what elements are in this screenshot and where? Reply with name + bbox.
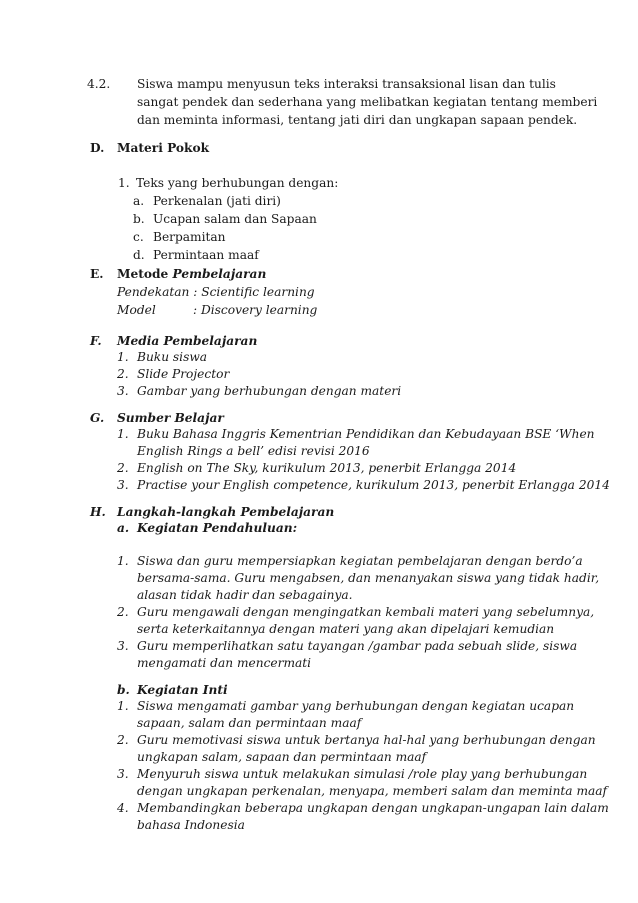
goal-line: Siswa mampu menyusun teks interaksi transaksional lisan dan tulis xyxy=(137,77,556,91)
section-g-heading: Sumber Belajar xyxy=(117,411,224,425)
list-item-text: Membandingkan beberapa ungkapan dengan ungkapan-ungapan lain dalam xyxy=(137,801,609,815)
sub-item-key: c. xyxy=(133,230,144,244)
sub-item-key: d. xyxy=(133,248,145,262)
list-item-text: Teks yang berhubungan dengan: xyxy=(136,176,339,190)
list-item-number: 3. xyxy=(117,478,129,492)
section-f-heading: Media Pembelajaran xyxy=(117,334,258,348)
sub-item-text: Perkenalan (jati diri) xyxy=(153,194,281,208)
list-item-text: sapaan, salam dan permintaan maaf xyxy=(137,716,362,730)
section-f-letter: F. xyxy=(90,334,102,348)
list-item-text: Slide Projector xyxy=(137,367,230,381)
list-item-number: 2. xyxy=(117,367,129,381)
list-item-number: 1. xyxy=(117,350,129,364)
list-item-text: Menyuruh siswa untuk melakukan simulasi /role play yang berhubungan xyxy=(137,767,588,781)
list-item-text: serta keterkaitannya dengan materi yang akan dipelajari kemudian xyxy=(137,622,555,636)
list-item-text: English on The Sky, kurikulum 2013, penerbit Erlangga 2014 xyxy=(137,461,517,475)
list-item-number: 3. xyxy=(117,767,129,781)
list-item-text: English Rings a bell’ edisi revisi 2016 xyxy=(137,444,370,458)
section-e-letter: E. xyxy=(90,267,104,281)
list-item-text: Guru mengawali dengan mengingatkan kembali materi yang sebelumnya, xyxy=(137,605,595,619)
list-item-text: alasan tidak hadir dan sebagainya. xyxy=(137,588,353,602)
sub-item-text: Ucapan salam dan Sapaan xyxy=(153,212,317,226)
sub-item-key: b. xyxy=(133,212,145,226)
list-item-text: Buku siswa xyxy=(137,350,208,364)
list-item-number: 1. xyxy=(117,427,129,441)
list-item-number: 1. xyxy=(117,699,129,713)
list-item-number: 2. xyxy=(117,733,129,747)
sub-item-text: Berpamitan xyxy=(153,230,226,244)
list-item-number: 2. xyxy=(117,605,129,619)
model-value: : Discovery learning xyxy=(193,303,318,317)
section-d-heading: Materi Pokok xyxy=(117,141,210,155)
subsection-b-heading: Kegiatan Inti xyxy=(137,683,228,697)
section-h-heading: Langkah-langkah Pembelajaran xyxy=(117,505,335,519)
goal-line: dan meminta informasi, tentang jati diri dan ungkapan sapaan pendek. xyxy=(137,113,578,127)
list-item-text: dengan ungkapan perkenalan, menyapa, memberi salam dan meminta maaf xyxy=(137,784,608,798)
sub-item-key: a. xyxy=(133,194,145,208)
list-item-number: 1. xyxy=(118,176,130,190)
subsection-b-key: b. xyxy=(117,683,130,697)
list-item-text: ungkapan salam, sapaan dan permintaan maaf xyxy=(137,750,427,764)
list-item-text: Gambar yang berhubungan dengan materi xyxy=(137,384,402,398)
list-item-number: 4. xyxy=(117,801,129,815)
list-item-number: 3. xyxy=(117,384,129,398)
list-item-text: bersama-sama. Guru mengabsen, dan menanyakan siswa yang tidak hadir, xyxy=(137,571,600,585)
list-item-text: mengamati dan mencermati xyxy=(137,656,312,670)
goal-number: 4.2. xyxy=(87,77,111,91)
list-item-text: Siswa dan guru mempersiapkan kegiatan pembelajaran dengan berdo’a xyxy=(137,554,583,568)
subsection-a-key: a. xyxy=(117,521,130,535)
list-item-text: bahasa Indonesia xyxy=(137,818,245,832)
section-g-letter: G. xyxy=(90,411,105,425)
goal-line: sangat pendek dan sederhana yang melibatkan kegiatan tentang memberi xyxy=(137,95,598,109)
list-item-text: Siswa mengamati gambar yang berhubungan dengan kegiatan ucapan xyxy=(137,699,575,713)
section-e-heading-italic: Pembelajaran xyxy=(172,267,267,281)
model-label: Model xyxy=(117,303,156,317)
list-item-text: Guru memperlihatkan satu tayangan /gambar pada sebuah slide, siswa xyxy=(137,639,578,653)
list-item-text: Guru memotivasi siswa untuk bertanya hal-hal yang berhubungan dengan xyxy=(137,733,596,747)
list-item-number: 2. xyxy=(117,461,129,475)
sub-item-text: Permintaan maaf xyxy=(153,248,259,262)
subsection-a-heading: Kegiatan Pendahuluan: xyxy=(137,521,298,535)
section-d-letter: D. xyxy=(90,141,105,155)
approach-line: Pendekatan : Scientific learning xyxy=(117,285,315,299)
list-item-number: 3. xyxy=(117,639,129,653)
section-h-letter: H. xyxy=(90,505,106,519)
list-item-text: Practise your English competence, kurikulum 2013, penerbit Erlangga 2014 xyxy=(137,478,610,492)
section-e-heading-plain: Metode xyxy=(117,267,173,281)
list-item-text: Buku Bahasa Inggris Kementrian Pendidikan dan Kebudayaan BSE ‘When xyxy=(137,427,595,441)
section-e-heading xyxy=(117,266,266,282)
list-item-number: 1. xyxy=(117,554,129,568)
